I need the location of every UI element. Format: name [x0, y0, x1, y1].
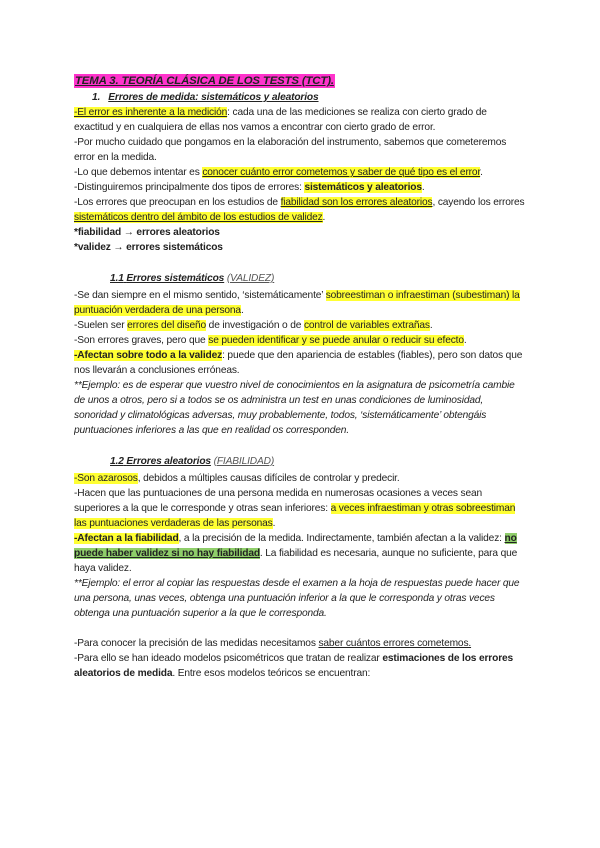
section1-number: 1. — [92, 92, 101, 103]
s3-example-2 — [74, 591, 530, 606]
green-highlight: puede haber validez si no hay fiabilidad — [74, 548, 260, 559]
s3-line-5 — [74, 531, 530, 546]
highlight: a veces infraestiman y otras sobreestiman — [330, 503, 516, 514]
s2-line-1 — [74, 288, 530, 303]
s1-line-5 — [74, 165, 530, 180]
s1-line-1 — [74, 105, 530, 120]
text: -Para ello se han ideado modelos psicométricos que tratan de realizar — [74, 653, 383, 664]
text: haya validez. — [74, 563, 132, 574]
text: . — [463, 335, 467, 346]
text: . — [322, 212, 326, 223]
s1-line-3 — [74, 135, 530, 150]
text: : puede que den apariencia de estables (fiables), pero son datos que — [222, 350, 523, 361]
closing-line-1 — [74, 636, 530, 651]
s2-line-4 — [74, 333, 530, 348]
text: . La fiabilidad es necesaria, aunque no suficiente, para que — [259, 548, 518, 559]
s3-line-2 — [74, 486, 530, 501]
section2-title: Errores sistemáticos — [126, 273, 225, 284]
title-line — [74, 74, 530, 90]
highlight: errores del diseño — [127, 320, 206, 331]
section2-number: 1.1 — [110, 273, 124, 284]
highlight: -Afectan sobre todo a la validez — [74, 350, 223, 361]
text: , a la precisión de la medida. Indirectamente, también afectan a la validez: — [178, 533, 505, 544]
text: *validez → errores sistemáticos — [74, 242, 223, 253]
s3-line-6 — [74, 546, 530, 561]
text: -Para conocer la precisión de las medidas necesitamos — [74, 638, 319, 649]
highlight: -Son azarosos — [74, 473, 138, 484]
text: : cada una de las mediciones se realiza con cierto grado de — [227, 107, 487, 118]
highlight: sistemáticos dentro del ámbito de los estudios de validez — [74, 212, 323, 223]
highlight: control de variables extrañas — [303, 320, 430, 331]
s3-line-4 — [74, 516, 530, 531]
s1-line-9 — [74, 225, 530, 240]
text: -Distinguiremos principalmente dos tipos de errores: — [74, 182, 305, 193]
text: *fiabilidad → errores aleatorios — [74, 227, 220, 238]
section2-paren: (VALIDEZ) — [226, 273, 275, 284]
text: -Por mucho cuidado que pongamos en la elaboración del instrumento, sabemos que cometeremos — [74, 137, 507, 148]
text: . Entre esos modelos teóricos se encuentran: — [172, 668, 371, 679]
s2-example-1 — [74, 378, 530, 393]
bold-text: aleatorios de medida — [74, 668, 173, 679]
section3-heading — [74, 453, 530, 471]
text: nos llevarán a conclusiones erróneas. — [74, 365, 240, 376]
closing-line-2 — [74, 651, 530, 666]
document-page — [74, 74, 530, 681]
text: -Suelen ser — [74, 320, 128, 331]
s3-line-3 — [74, 501, 530, 516]
text: error en la medida. — [74, 152, 157, 163]
text: , cayendo los errores — [432, 197, 525, 208]
s1-line-6 — [74, 180, 530, 195]
highlight: -El error es inherente a la medición — [74, 107, 228, 118]
highlight: sobreestiman o infraestiman (subestiman) la — [325, 290, 520, 301]
text: una persona, unas veces, obtenga una puntuación inferior a la que le corresponda y otras veces — [74, 593, 495, 604]
text: . — [429, 320, 433, 331]
text: puntuaciones inferiores a las que en realidad os corresponden. — [74, 425, 350, 436]
s3-line-1 — [74, 471, 530, 486]
text: . — [480, 167, 483, 178]
s1-line-4 — [74, 150, 530, 165]
s1-line-2 — [74, 120, 530, 135]
s2-example-2 — [74, 393, 530, 408]
highlight: -Afectan a la fiabilidad — [74, 533, 179, 544]
section3-title: Errores aleatorios — [126, 456, 211, 467]
s2-line-6 — [74, 363, 530, 378]
highlight: puntuación verdadera de una persona — [74, 305, 241, 316]
s1-line-8 — [74, 210, 530, 225]
text: exactitud y en cualquiera de ellas nos vamos a encontrar con cierto grado de error. — [74, 122, 436, 133]
text: -Lo que debemos intentar es — [74, 167, 203, 178]
highlight: las puntuaciones verdaderas de las personas — [74, 518, 273, 529]
text: . — [272, 518, 276, 529]
text: . — [240, 305, 244, 316]
section1-heading — [74, 90, 530, 105]
highlight: conocer cuánto error cometemos y saber de qué tipo es el error — [202, 167, 481, 178]
text: , debidos a múltiples causas difíciles de controlar y predecir. — [137, 473, 400, 484]
text: de unos a otros, pero si a todos se os administra un test en unas condiciones de luminosidad, — [74, 395, 484, 406]
section3-paren: (FIABILIDAD) — [213, 456, 275, 467]
s2-line-2 — [74, 303, 530, 318]
text: -Son errores graves, pero que — [74, 335, 209, 346]
s3-line-7 — [74, 561, 530, 576]
s1-line-7 — [74, 195, 530, 210]
highlight: sistemáticos y aleatorios — [304, 182, 422, 193]
text: -Hacen que las puntuaciones de una persona medida en numerosas ocasiones a veces sean — [74, 488, 483, 499]
highlight: se pueden identificar y se puede anular o reducir su efecto — [208, 335, 464, 346]
s2-line-5 — [74, 348, 530, 363]
section1-title: Errores de medida: sistemáticos y aleatorios — [108, 92, 319, 103]
text: superiores a la que le corresponde y otras sean inferiores: — [74, 503, 331, 514]
closing-line-3 — [74, 666, 530, 681]
underlined-text: saber cuántos errores cometemos. — [318, 638, 472, 649]
text: obtenga una puntuación superior a la que le corresponda. — [74, 608, 327, 619]
s2-line-3 — [74, 318, 530, 333]
section3-number: 1.2 — [110, 456, 124, 467]
text: . — [421, 182, 425, 193]
text: de investigación o de — [206, 320, 304, 331]
text: **Ejemplo: es de esperar que vuestro nivel de conocimientos en la asignatura de psicometría cambie — [74, 380, 515, 391]
bold-text: estimaciones de los errores — [382, 653, 514, 664]
s2-example-3 — [74, 408, 530, 423]
document-title: TEMA 3. TEORÍA CLÁSICA DE LOS TESTS (TCT). — [75, 75, 334, 87]
green-highlight: no — [504, 533, 517, 544]
s2-example-4 — [74, 423, 530, 438]
highlight: fiabilidad son los errores aleatorios — [280, 197, 433, 208]
text: -Se dan siempre en el mismo sentido, ‘sistemáticamente’ — [74, 290, 326, 301]
text: sonoridad y climatológicas adversas, muy probablemente, todos, ‘sistemáticamente’ obtengáis — [74, 410, 487, 421]
text: **Ejemplo: el error al copiar las respuestas desde el examen a la hoja de respuestas puede hacer que — [74, 578, 520, 589]
s3-example-1 — [74, 576, 530, 591]
s1-line-10 — [74, 240, 530, 255]
section2-heading — [74, 270, 530, 288]
text: -Los errores que preocupan en los estudios de — [74, 197, 281, 208]
s3-example-3 — [74, 606, 530, 621]
